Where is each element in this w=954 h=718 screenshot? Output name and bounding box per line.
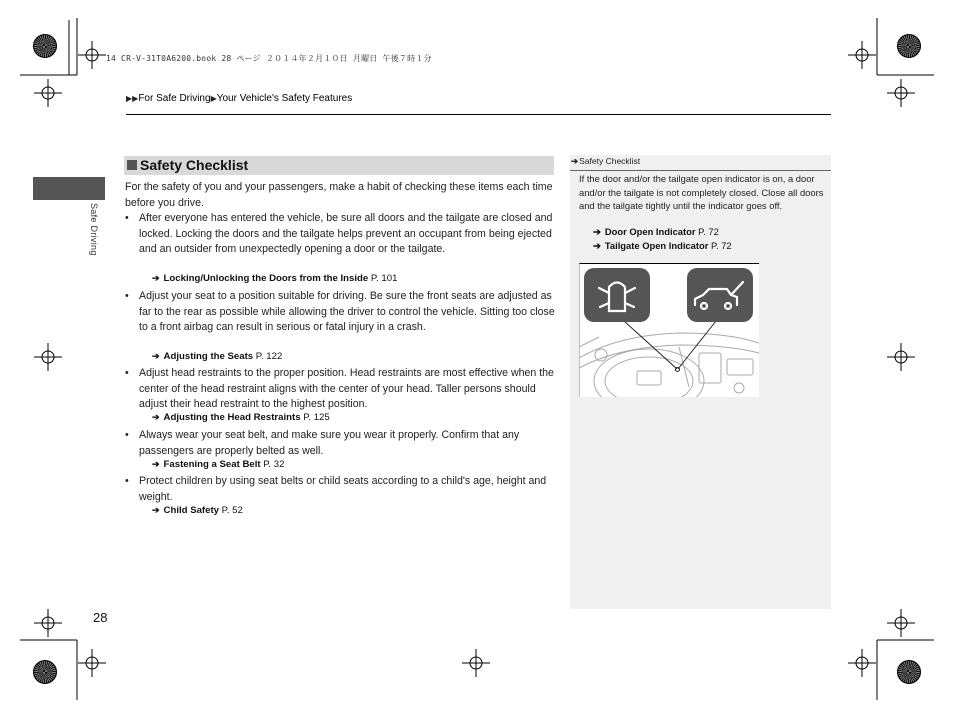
header-divider (126, 114, 831, 115)
checklist-item-text: Adjust your seat to a position suitable for driving. Be sure the front seats are adjusted as far to the rear as possible while allowing the driver to control the vehicle. Sitting too close to a front airbag can result in serious or fatal injury in a crash. (139, 290, 555, 334)
checklist-item-text: After everyone has entered the vehicle, be sure all doors and the tailgate are closed and locked. Locking the doors and the tailgate helps prevent an occupant from being ejected and an outsider from unexpectedly opening a door or the tailgate. (139, 212, 553, 256)
page-number: 28 (93, 610, 108, 625)
sidebar-note-title: Safety Checklist (579, 156, 641, 166)
dashboard-illustration (579, 263, 759, 397)
note-arrow-icon: ➔ (571, 156, 579, 166)
cross-reference-link[interactable]: ➔ Adjusting the Seats P. 122 (152, 351, 283, 362)
breadcrumb-item-safety-features[interactable]: Your Vehicle's Safety Features (216, 93, 353, 104)
intro-paragraph: For the safety of you and your passengers, make a habit of checking these items each time before you drive. (125, 181, 553, 209)
reference-arrow-icon: ➔ (152, 351, 160, 361)
cross-reference-link[interactable]: ➔ Fastening a Seat Belt P. 32 (152, 459, 285, 470)
bullet-icon: • (125, 212, 129, 224)
sidebar-note-header (570, 155, 831, 171)
section-square-icon (127, 160, 137, 170)
section-heading (124, 156, 554, 175)
breadcrumb-arrow-icon: ▶ (210, 94, 217, 103)
checklist-item-text: Adjust head restraints to the proper position. Head restraints are most effective when the center of the head restraint aligns with the center of your head. Taller persons should adjust their head restraint to the highest position. (139, 367, 554, 411)
reference-arrow-icon: ➔ (593, 240, 601, 251)
cross-reference-link[interactable]: ➔ Adjusting the Head Restraints P. 125 (152, 412, 330, 423)
reference-arrow-icon: ➔ (152, 459, 160, 469)
bullet-icon: • (125, 290, 129, 302)
checklist-item (125, 211, 555, 258)
chapter-label: Safe Driving (89, 203, 99, 256)
tailgate-open-indicator-icon (687, 268, 753, 322)
cross-reference-link[interactable]: ➔ Locking/Unlocking the Doors from the Inside P. 101 (152, 273, 398, 284)
chapter-tab[interactable] (33, 177, 105, 200)
checklist-item (125, 289, 555, 336)
breadcrumb-item-safe-driving[interactable]: For Safe Driving (138, 93, 211, 104)
cross-reference-link[interactable]: ➔ Door Open Indicator P. 72 (593, 226, 719, 237)
door-open-indicator-icon (584, 268, 650, 322)
print-file-header: 14 CR-V-31T0A6200.book 28 ページ ２０１４年２月１０日 月曜日 午後７時１分 (106, 54, 432, 63)
cross-reference-link[interactable]: ➔ Child Safety P. 52 (152, 505, 243, 516)
breadcrumb-arrow-icon: ▶▶ (126, 94, 139, 103)
breadcrumb (126, 93, 352, 104)
cross-reference-link[interactable]: ➔ Tailgate Open Indicator P. 72 (593, 240, 732, 251)
reference-arrow-icon: ➔ (152, 505, 160, 515)
reference-arrow-icon: ➔ (593, 226, 601, 237)
sidebar-note-text: If the door and/or the tailgate open indicator is on, a door and/or the tailgate is not completely closed. Close all doors and the tailgate tightly until the indicator goes off. (579, 173, 824, 211)
bullet-icon: • (125, 475, 129, 487)
checklist-item (125, 428, 555, 459)
checklist-item (125, 366, 555, 413)
section-title: Safety Checklist (140, 157, 249, 173)
bullet-icon: • (125, 367, 129, 379)
reference-arrow-icon: ➔ (152, 273, 160, 283)
checklist-item-text: Protect children by using seat belts or child seats according to a child's age, height and weight. (139, 475, 547, 503)
checklist-item-text: Always wear your seat belt, and make sure you wear it properly. Confirm that any passengers are properly belted as well. (139, 429, 520, 457)
bullet-icon: • (125, 429, 129, 441)
checklist-item (125, 474, 555, 505)
reference-arrow-icon: ➔ (152, 412, 160, 422)
